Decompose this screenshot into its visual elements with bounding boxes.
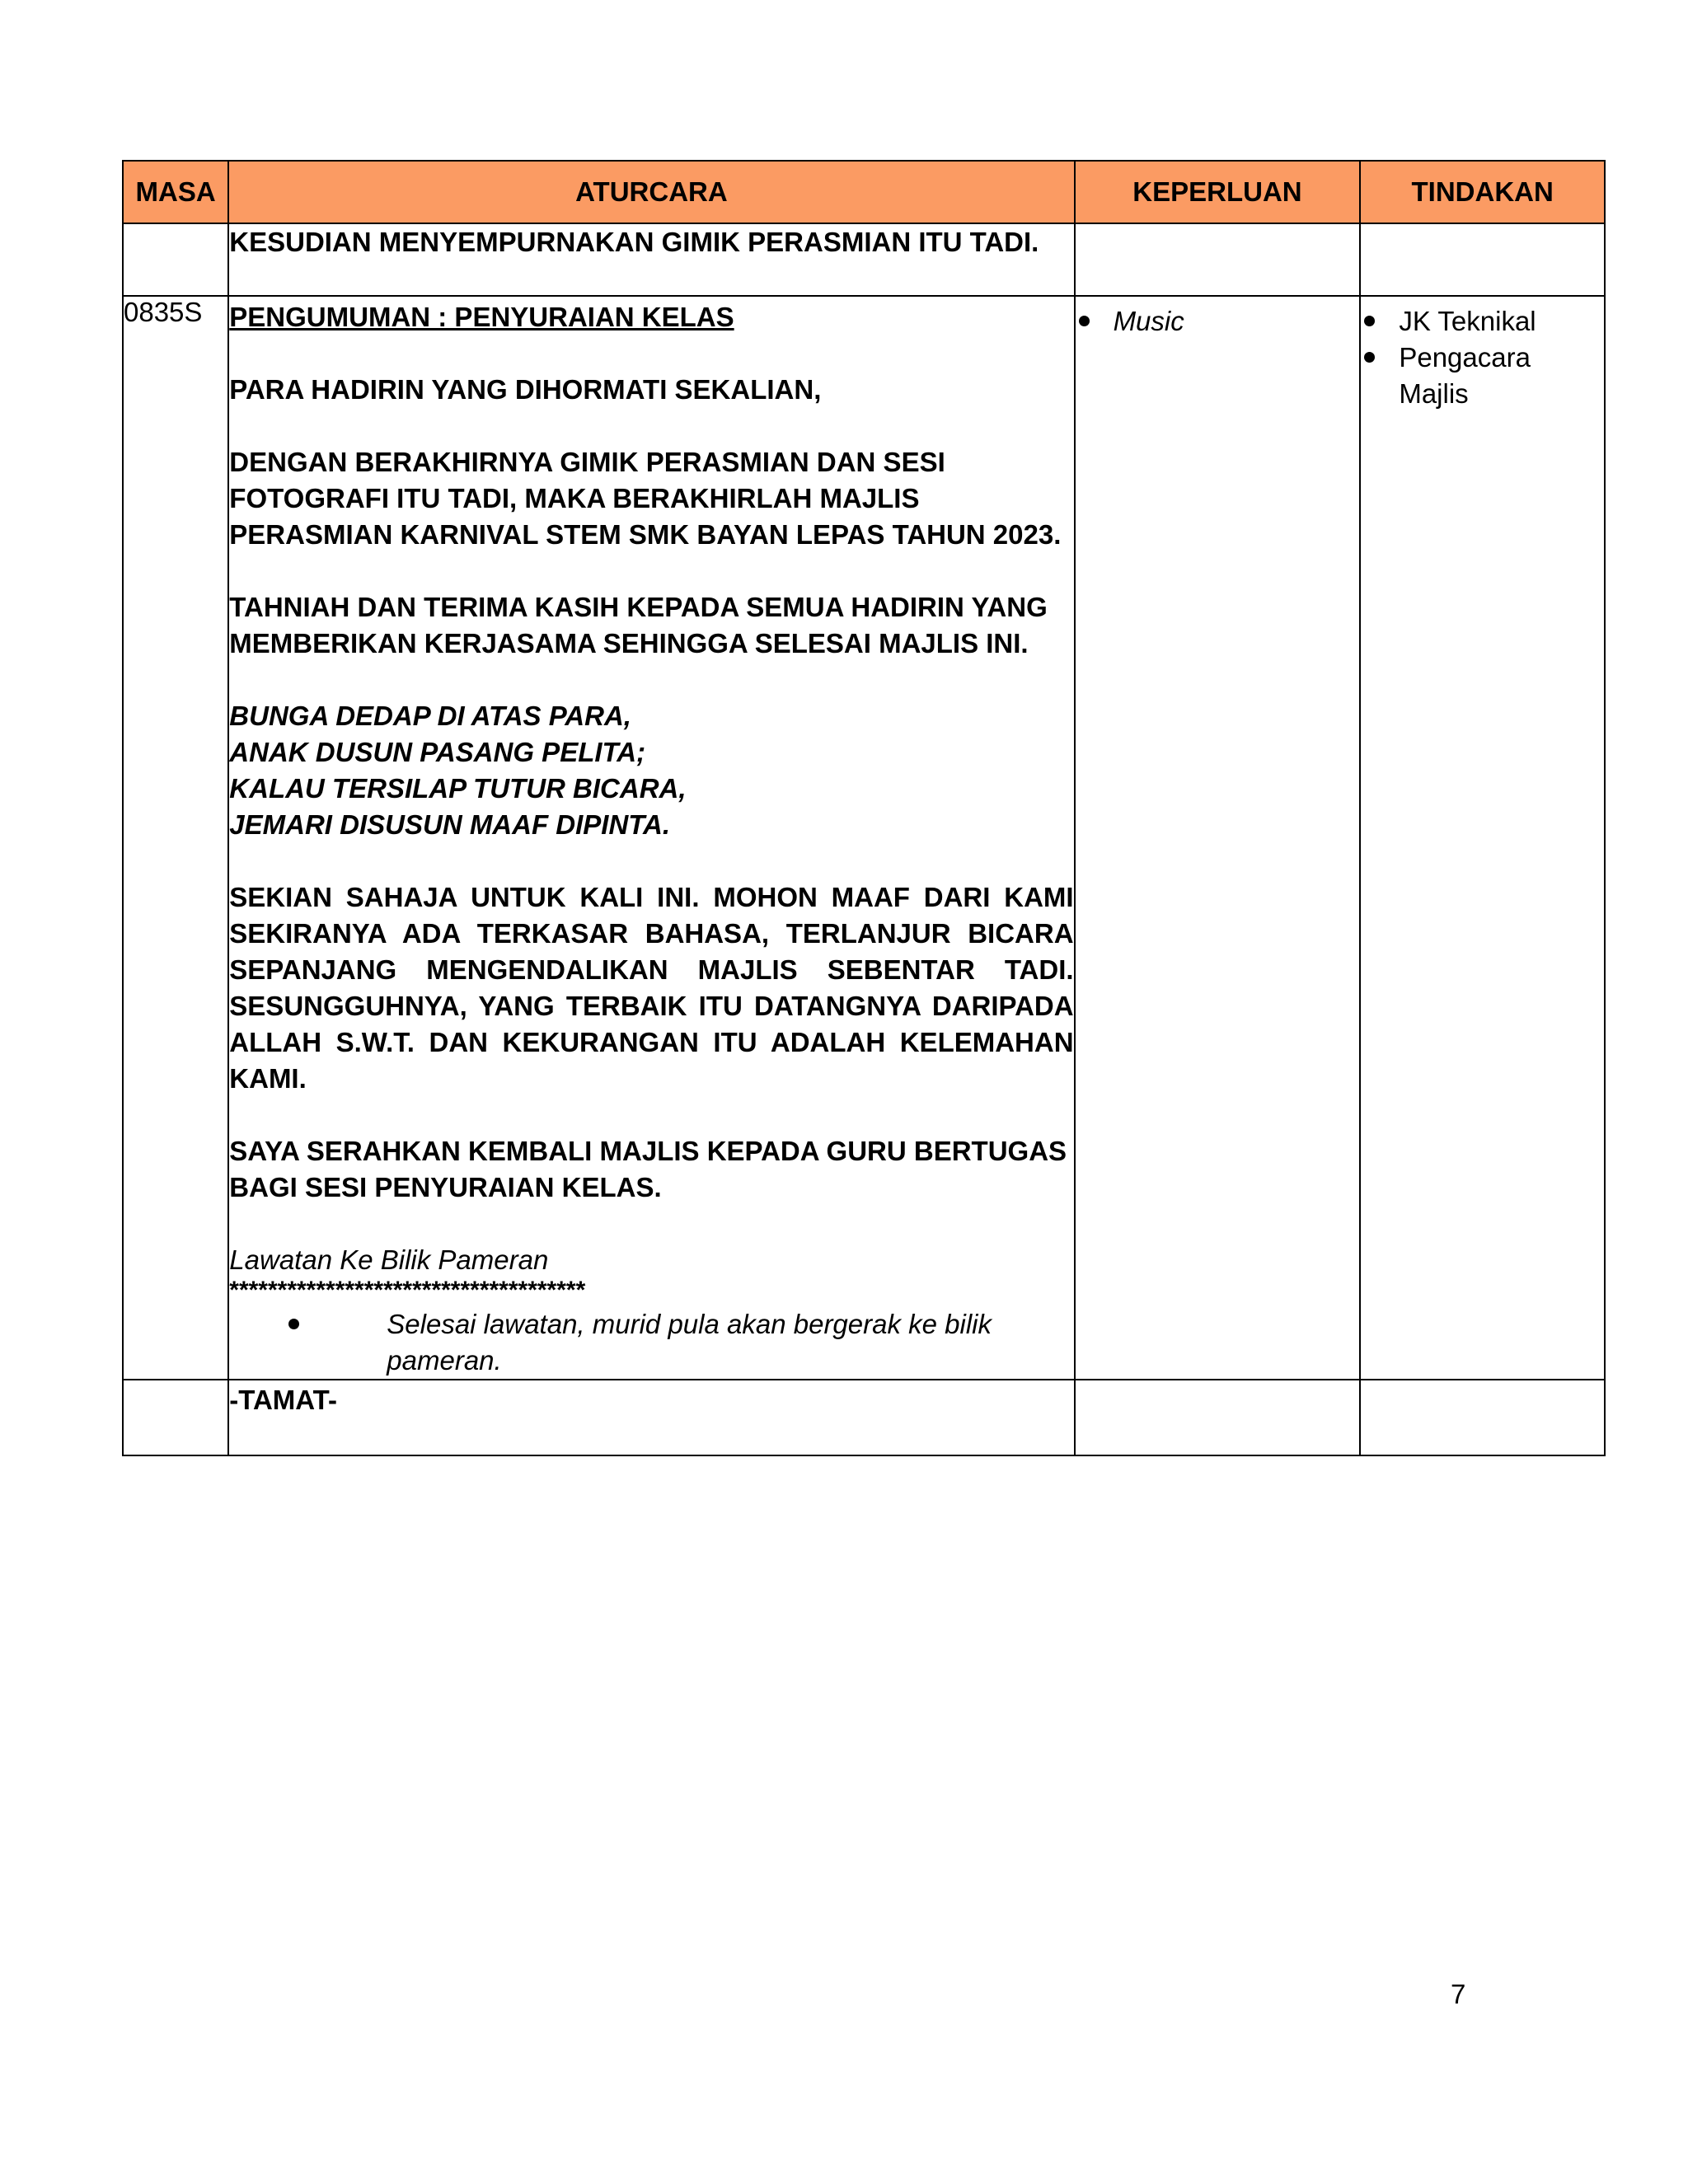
greeting-text: PARA HADIRIN YANG DIHORMATI SEKALIAN, [229, 374, 822, 405]
pantun-line: ANAK DUSUN PASANG PELITA; [229, 737, 646, 767]
pantun-line: KALAU TERSILAP TUTUR BICARA, [229, 773, 687, 804]
masa-cell [123, 223, 228, 296]
announcement-title: PENGUMUMAN : PENYURAIAN KELAS [229, 302, 734, 332]
masa-cell: 0835S [123, 296, 228, 1380]
tindakan-item: Pengacara Majlis [1399, 342, 1531, 409]
bullet-icon [1079, 316, 1090, 326]
list-item [1361, 303, 1604, 340]
page-number: 7 [1451, 1979, 1466, 2009]
keperluan-cell [1075, 223, 1361, 296]
header-aturcara: ATURCARA [228, 161, 1074, 223]
table-row [123, 296, 1605, 1380]
header-keperluan: KEPERLUAN [1075, 161, 1361, 223]
table-row [123, 223, 1605, 296]
visit-list [229, 1306, 1073, 1379]
tindakan-cell [1360, 1380, 1605, 1455]
aturcara-cell [228, 1380, 1074, 1455]
pantun-line: BUNGA DEDAP DI ATAS PARA, [229, 701, 631, 731]
tindakan-cell [1360, 223, 1605, 296]
tindakan-cell [1360, 296, 1605, 1380]
closing-paragraph: DENGAN BERAKHIRNYA GIMIK PERASMIAN DAN SESI FOTOGRAFI ITU TADI, MAKA BERAKHIRLAH MAJLIS PERASMIAN KARNIVAL STEM SMK BAYAN LEPAS TAHUN 2023. [229, 447, 1062, 550]
list-item [1361, 340, 1604, 412]
keperluan-cell [1075, 296, 1361, 1380]
aturcara-cell [228, 296, 1074, 1380]
keperluan-cell [1075, 1380, 1361, 1455]
bullet-icon [1364, 352, 1375, 363]
continued-text: KESUDIAN MENYEMPURNAKAN GIMIK PERASMIAN ITU TADI. [229, 227, 1039, 257]
masa-cell [123, 1380, 228, 1455]
bullet-icon [288, 1319, 299, 1329]
header-tindakan: TINDAKAN [1360, 161, 1605, 223]
list-item [1076, 303, 1360, 340]
program-table [122, 160, 1606, 1456]
keperluan-list [1076, 303, 1360, 340]
visit-title: Lawatan Ke Bilik Pameran [229, 1244, 549, 1275]
aturcara-cell [228, 223, 1074, 296]
end-text: -TAMAT- [229, 1385, 338, 1415]
list-item [288, 1306, 1073, 1379]
table-header-row [123, 161, 1605, 223]
thanks-paragraph: TAHNIAH DAN TERIMA KASIH KEPADA SEMUA HADIRIN YANG MEMBERIKAN KERJASAMA SEHINGGA SELESAI MAJLIS INI. [229, 592, 1048, 658]
tindakan-list [1361, 303, 1604, 412]
header-masa: MASA [123, 161, 228, 223]
visit-bullet-text: Selesai lawatan, murid pula akan bergerak ke bilik pameran. [387, 1309, 992, 1376]
tindakan-item: JK Teknikal [1399, 306, 1536, 336]
handover-paragraph: SAYA SERAHKAN KEMBALI MAJLIS KEPADA GURU BERTUGAS BAGI SESI PENYURAIAN KELAS. [229, 1136, 1067, 1202]
bullet-icon [1364, 316, 1375, 326]
table-row [123, 1380, 1605, 1455]
keperluan-item: Music [1113, 306, 1184, 336]
asterisk-divider: ************************************* [229, 1277, 586, 1304]
apology-paragraph: SEKIAN SAHAJA UNTUK KALI INI. MOHON MAAF DARI KAMI SEKIRANYA ADA TERKASAR BAHASA, TERLANJUR BICARA SEPANJANG MENGENDALIKAN MAJLIS SEBENTAR TADI. SESUNGGUHNYA, YANG TERBAIK ITU DATANGNYA DARIPADA ALLAH S.W.T. DAN KEKURANGAN ITU ADALAH KELEMAHAN KAMI. [229, 882, 1074, 1094]
pantun-line: JEMARI DISUSUN MAAF DIPINTA. [229, 809, 671, 840]
